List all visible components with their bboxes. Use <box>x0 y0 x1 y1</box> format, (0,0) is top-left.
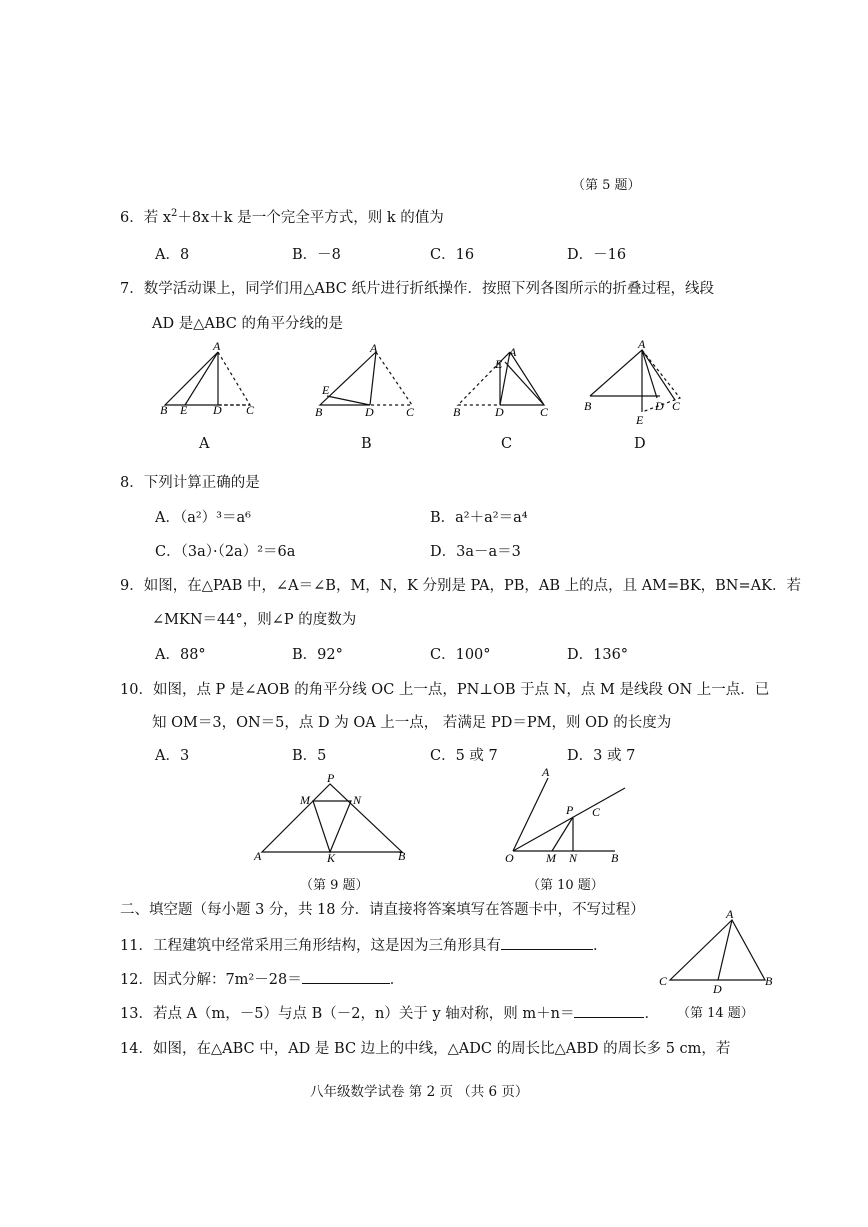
q6-sup: 2 <box>171 208 178 220</box>
svg-text:C: C <box>672 399 681 413</box>
question-12 <box>120 968 404 989</box>
q11-answer-blank <box>501 935 593 950</box>
q6-text-mid: ＋8x＋k 是一个完全平方式，则 k 的值为 <box>177 210 444 226</box>
q9-option-d: D．136° <box>567 647 629 663</box>
svg-text:A: A <box>542 766 550 779</box>
q6-option-a: A．8 <box>155 247 190 263</box>
q7-fig-label-c: C <box>501 436 513 452</box>
svg-text:B: B <box>315 405 323 419</box>
q7-fig-label-b: B <box>361 436 372 452</box>
svg-text:E: E <box>180 403 188 417</box>
svg-text:B: B <box>611 851 619 865</box>
svg-text:O: O <box>505 851 514 865</box>
svg-text:M: M <box>300 793 310 807</box>
svg-text:E: E <box>495 357 503 371</box>
svg-text:C: C <box>592 805 601 819</box>
svg-text:C: C <box>540 405 549 419</box>
q8-option-b: B．a²＋a²＝a⁴ <box>430 510 528 526</box>
q11-text: 11．工程建筑中经常采用三角形结构，这是因为三角形具有 <box>120 938 501 954</box>
svg-text:E: E <box>322 383 330 397</box>
svg-text:D: D <box>213 403 222 417</box>
svg-text:B: B <box>160 403 168 417</box>
q6-option-d: D．－16 <box>567 247 627 263</box>
fig10-diagram <box>500 766 635 866</box>
q7-fig-label-d: D <box>634 436 646 452</box>
q10-option-d: D．3 或 7 <box>567 748 636 764</box>
svg-text:B: B <box>765 974 773 988</box>
q10-option-b: B．5 <box>292 748 327 764</box>
q8-option-a: A．（a²）³＝a⁶ <box>155 510 251 526</box>
q13-answer-blank <box>574 1003 644 1018</box>
section-2-heading: 二、填空题（每小题 3 分，共 18 分．请直接将答案填写在答题卡中，不写过程） <box>120 902 645 918</box>
svg-text:P: P <box>566 803 574 817</box>
q8-line: 8．下列计算正确的是 <box>120 475 260 491</box>
q6-option-c: C．16 <box>430 247 475 263</box>
svg-text:D: D <box>713 982 722 995</box>
q7-fig-label-a: A <box>199 436 210 452</box>
svg-text:A: A <box>370 341 378 355</box>
q14-line: 14．如图，在△ABC 中，AD 是 BC 边上的中线，△ADC 的周长比△ABD 的周长多 5 cm，若 <box>120 1041 731 1057</box>
q6-text-pre: 若 x <box>143 210 172 226</box>
page-footer: 八年级数学试卷 第 2 页 （共 6 页） <box>310 1084 529 1100</box>
q8-option-d: D．3a－a＝3 <box>430 544 521 560</box>
q9-line2: ∠MKN＝44°，则∠P 的度数为 <box>152 612 357 628</box>
q11-end: ． <box>592 938 608 954</box>
svg-text:B: B <box>584 399 592 413</box>
svg-text:B: B <box>398 849 406 863</box>
fig14-caption: （第 14 题） <box>677 1006 754 1021</box>
svg-text:D: D <box>365 405 374 419</box>
q9-line1: 9．如图，在△PAB 中，∠A＝∠B，M，N，K 分别是 PA，PB，AB 上的点，且 AM=BK，BN=AK．若 <box>120 578 801 594</box>
svg-text:A: A <box>254 849 262 863</box>
svg-text:D: D <box>495 405 504 419</box>
svg-text:D: D <box>655 399 664 413</box>
svg-text:A: A <box>726 907 734 921</box>
q12-end: ． <box>389 972 405 988</box>
question-11 <box>120 934 607 955</box>
fig10-caption: （第 10 题） <box>527 878 604 893</box>
q13-text: 13．若点 A（m，－5）与点 B（－2，n）关于 y 轴对称，则 m＋n＝ <box>120 1006 575 1022</box>
question-13 <box>120 1002 659 1023</box>
q10-line2: 知 OM＝3，ON＝5，点 D 为 OA 上一点， 若满足 PD＝PM，则 OD 的长度为 <box>152 715 672 731</box>
q10-option-a: A．3 <box>155 748 190 764</box>
q10-line1: 10．如图，点 P 是∠AOB 的角平分线 OC 上一点，PN⊥OB 于点 N，点 M 是线段 ON 上一点．已 <box>120 682 770 698</box>
svg-text:M: M <box>546 851 556 865</box>
svg-text:A: A <box>638 340 646 351</box>
q7-fig-b-triangle <box>320 352 376 405</box>
q7-figures <box>150 340 710 430</box>
q7-line1: 7．数学活动课上，同学们用△ABC 纸片进行折纸操作．按照下列各图所示的折叠过程，线段 <box>120 281 714 297</box>
fig9-caption: （第 9 题） <box>300 878 369 893</box>
q12-answer-blank <box>302 969 390 984</box>
q12-text: 12．因式分解：7m²－28＝ <box>120 972 302 988</box>
svg-text:E: E <box>636 413 644 427</box>
q6-option-b: B．－8 <box>292 247 341 263</box>
fig14-diagram <box>655 905 785 995</box>
q7-fig-a-triangle <box>165 352 218 405</box>
svg-text:N: N <box>569 851 578 865</box>
svg-text:B: B <box>453 405 461 419</box>
svg-text:A: A <box>213 340 221 353</box>
q8-option-c: C．（3a）·（2a）²＝6a <box>155 544 296 560</box>
q13-end: ． <box>644 1006 659 1022</box>
svg-text:C: C <box>246 403 255 417</box>
q9-option-a: A．88° <box>155 647 206 663</box>
svg-text:A: A <box>509 345 517 359</box>
question-6 <box>120 206 444 227</box>
svg-text:P: P <box>327 772 335 785</box>
fig5-caption: （第 5 题） <box>572 178 641 193</box>
q10-option-c: C．5 或 7 <box>430 748 498 764</box>
svg-text:C: C <box>406 405 415 419</box>
q7-line2: AD 是△ABC 的角平分线的是 <box>152 316 343 332</box>
q9-option-c: C．100° <box>430 647 491 663</box>
svg-text:C: C <box>659 974 668 988</box>
q6-number: 6． <box>120 210 144 226</box>
svg-text:K: K <box>327 851 336 865</box>
svg-text:N: N <box>353 793 362 807</box>
fig9-diagram <box>250 772 420 867</box>
q9-option-b: B．92° <box>292 647 343 663</box>
